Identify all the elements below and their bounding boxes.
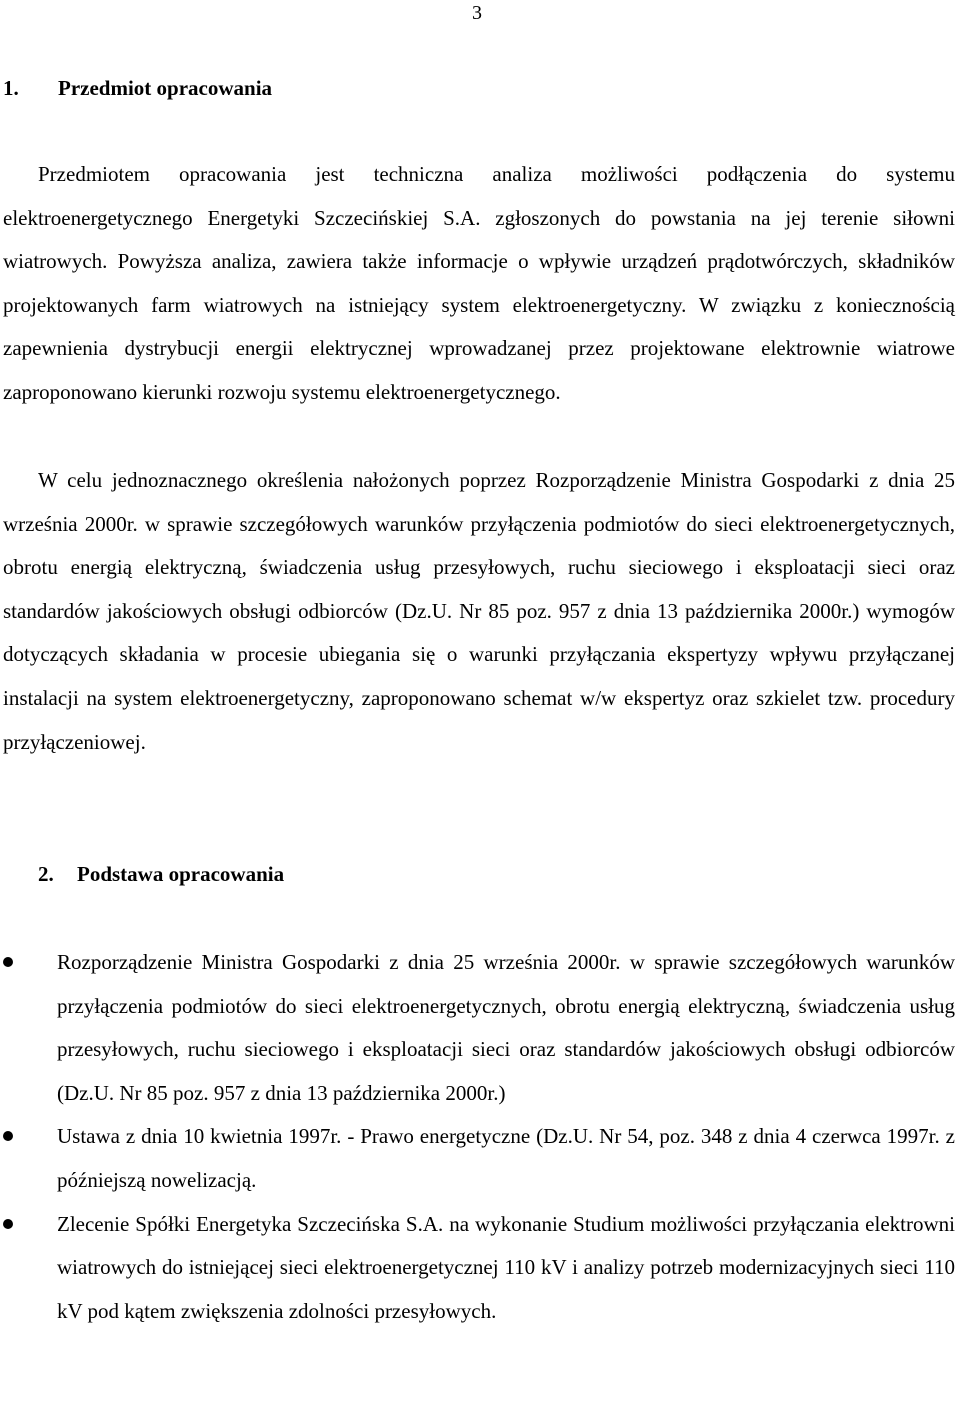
list-item-text: Rozporządzenie Ministra Gospodarki z dnia 25 września 2000r. w sprawie szczegółowych warunków przyłączenia podmiotów do sieci elektroenergetycznych, obrotu energią elektryczną, świadczenia usług przesyłowych, ruchu sieciowego i eksploatacji sieci oraz standardów jakościowych obsługi odbiorców (Dz.U. Nr 85 poz. 957 z dnia 13 października 2000r.) <box>57 950 955 1105</box>
list-item-text: Ustawa z dnia 10 kwietnia 1997r. - Prawo energetyczne (Dz.U. Nr 54, poz. 348 z dnia 4 czerwca 1997r. z późniejszą nowelizacją. <box>57 1124 955 1192</box>
basis-list <box>0 941 960 1333</box>
section-1-number: 1. <box>3 76 19 100</box>
list-item-text: Zlecenie Spółki Energetyka Szczecińska S.A. na wykonanie Studium możliwości przyłączania elektrowni wiatrowych do istniejącej sieci elektroenergetycznej 110 kV i analizy potrzeb modernizacyjnych sieci 110 kV pod kątem zwiększenia zdolności przesyłowych. <box>57 1211 955 1323</box>
section-2-number: 2. <box>38 862 54 886</box>
list-item <box>0 941 955 1115</box>
section-1-heading <box>3 76 272 101</box>
section-2-heading <box>38 862 284 887</box>
list-item <box>0 1203 955 1334</box>
section-1-paragraph-1: Przedmiotem opracowania jest techniczna analiza możliwości podłączenia do systemu elektroenergetycznego Energetyki Szczecińskiej S.A. zgłoszonych do powstania na jej terenie siłowni wiatrowych. Powyższa analiza, zawiera także informacje o wpływie urządzeń prądotwórczych, składników projektowanych farm wiatrowych na istniejący system elektroenergetyczny. W związku z koniecznością zapewnienia dystrybucji energii elektrycznej wprowadzanej przez projektowane elektrownie wiatrowe zaproponowano kierunki rozwoju systemu elektroenergetycznego. <box>3 162 955 404</box>
section-1-title: Przedmiot opracowania <box>58 76 273 100</box>
page-number: 3 <box>472 2 482 24</box>
section-2-title: Podstawa opracowania <box>77 862 285 886</box>
list-item <box>0 1115 955 1202</box>
bullet-icon <box>3 1131 13 1141</box>
bullet-icon <box>3 1219 13 1229</box>
bullet-icon <box>3 957 13 967</box>
section-1-paragraph-2: W celu jednoznacznego określenia nałożonych poprzez Rozporządzenie Ministra Gospodarki z dnia 25 września 2000r. w sprawie szczegółowych warunków przyłączenia podmiotów do sieci elektroenergetycznych, obrotu energią elektryczną, świadczenia usług przesyłowych, ruchu sieciowego i eksploatacji sieci oraz standardów jakościowych obsługi odbiorców (Dz.U. Nr 85 poz. 957 z dnia 13 października 2000r.) wymogów dotyczących składania w procesie ubiegania się o warunki przyłączania ekspertyzy wpływu przyłączanej instalacji na system elektroenergetyczny, zaproponowano schemat w/w ekspertyz oraz szkielet tzw. procedury przyłączeniowej. <box>3 468 955 754</box>
